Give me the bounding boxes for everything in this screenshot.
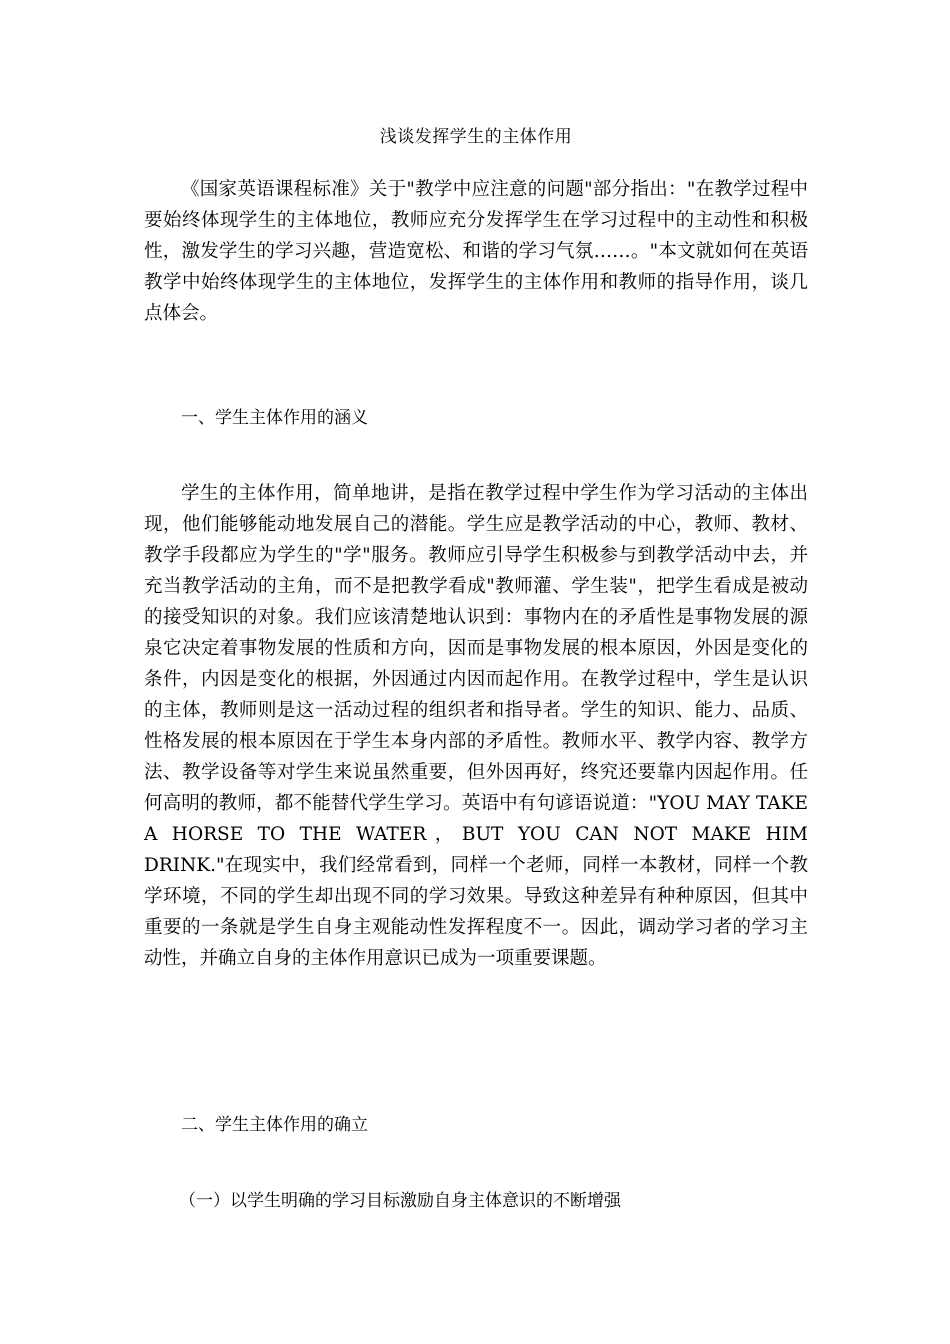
section-1-paragraph: 学生的主体作用，简单地讲，是指在教学过程中学生作为学习活动的主体出现，他们能够能动地发展自己的潜能。学生应是教学活动的中心，教师、教材、教学手段都应为学生的"学"服务。教师应引导学生积极参与到教学活动中去，并充当教学活动的主角，而不是把教学看成"教师灌、学生装"，把学生看成是被动的接受知识的对象。我们应该清楚地认识到：事物内在的矛盾性是事物发展的源泉它决定着事物发展的性质和方向，因而是事物发展的根本原因，外因是变化的条件，内因是变化的根据，外因通过内因而起作用。在教学过程中，学生是认识的主体，教师则是这一活动过程的组织者和指导者。学生的知识、能力、品质、性格发展的根本原因在于学生本身内部的矛盾性。教师水平、教学内容、教学方法、教学设备等对学生来说虽然重要，但外因再好，终究还要靠内因起作用。任何高明的教师，都不能替代学生学习。英语中有句谚语说道："YOU MAY TAKE A HORSE TO THE WATER，BUT YOU CAN NOT MAKE HIM DRINK."在现实中，我们经常看到，同样一个老师，同样一本教材，同样一个教学环境，不同的学生却出现不同的学习效果。导致这种差异有种种原因，但其中重要的一条就是学生自身主观能动性发挥程度不一。因此，调动学习者的学习主动性，并确立自身的主体作用意识已成为一项重要课题。 xyxy=(144,483,808,969)
document-title: 浅谈发挥学生的主体作用 xyxy=(379,127,573,147)
section-heading-1: 一、学生主体作用的涵义 xyxy=(181,408,368,428)
intro-paragraph: 《国家英语课程标准》关于"教学中应注意的问题"部分指出："在教学过程中要始终体现学生的主体地位，教师应充分发挥学生在学习过程中的主动性和积极性，激发学生的学习兴趣，营造宽松、和谐的学习气氛……。"本文就如何在英语教学中始终体现学生的主体地位，发挥学生的主体作用和教师的指导作用，谈几点体会。 xyxy=(144,179,808,324)
subsection-heading-1: （一）以学生明确的学习目标激励自身主体意识的不断增强 xyxy=(179,1191,621,1211)
section-heading-2: 二、学生主体作用的确立 xyxy=(181,1115,368,1135)
